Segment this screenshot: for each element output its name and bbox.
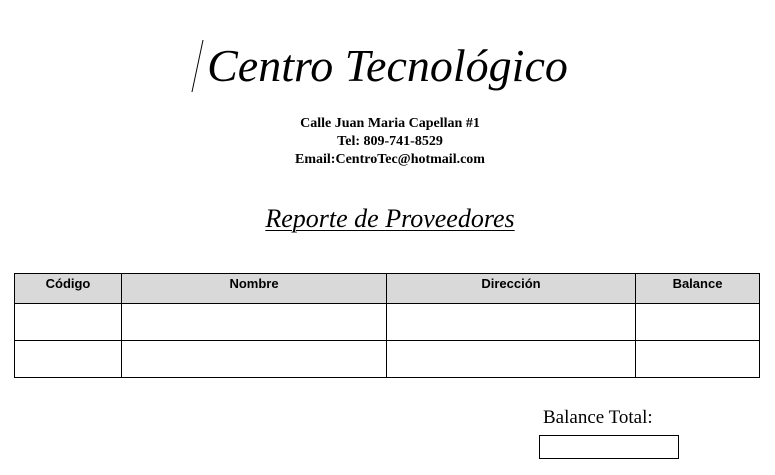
balance-total-label: Balance Total: xyxy=(543,407,653,428)
table-row xyxy=(15,304,760,341)
company-phone: Tel: 809-741-8529 xyxy=(337,134,443,149)
table-cell[interactable] xyxy=(15,341,122,378)
column-header-balance: Balance xyxy=(636,274,760,304)
table-cell[interactable] xyxy=(15,304,122,341)
column-header-codigo: Código xyxy=(15,274,122,304)
company-address: Calle Juan Maria Capellan #1 xyxy=(300,116,480,131)
company-email: Email:CentroTec@hotmail.com xyxy=(295,152,485,167)
table-cell[interactable] xyxy=(636,341,760,378)
company-title: Centro Tecnológico xyxy=(207,40,568,91)
table-cell[interactable] xyxy=(387,341,636,378)
table-cell[interactable] xyxy=(636,304,760,341)
column-header-direccion: Dirección xyxy=(387,274,636,304)
table-cell[interactable] xyxy=(387,304,636,341)
report-title: Reporte de Proveedores xyxy=(265,204,515,233)
table-cell[interactable] xyxy=(122,304,387,341)
providers-table xyxy=(14,273,760,378)
table-header-row xyxy=(15,274,760,304)
column-header-nombre: Nombre xyxy=(122,274,387,304)
table-row xyxy=(15,341,760,378)
company-contact-block xyxy=(0,115,775,169)
balance-total-field[interactable] xyxy=(539,435,679,459)
table-cell[interactable] xyxy=(122,341,387,378)
